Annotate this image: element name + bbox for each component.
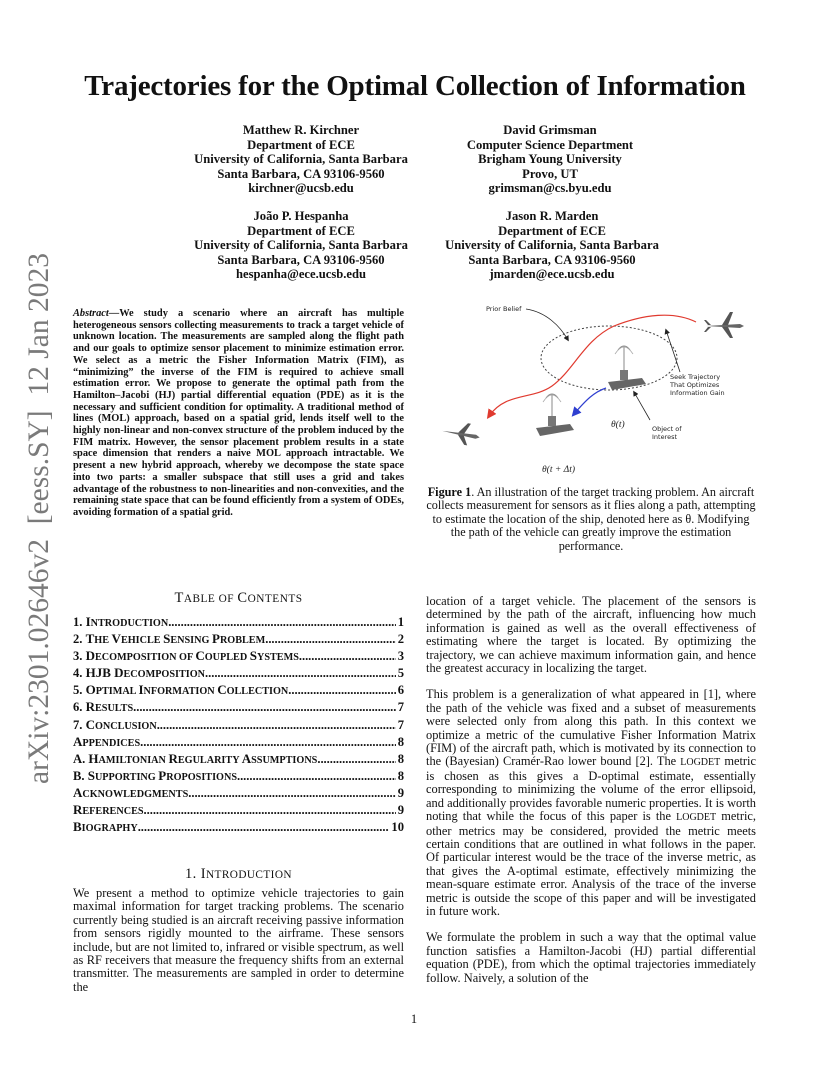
toc-entry-label: 1. INTRODUCTION [73,614,169,629]
toc-entry-label: A. HAMILTONIAN REGULARITY ASSUMPTIONS [73,750,318,766]
toc-entry[interactable] [73,699,404,716]
author-email: grimsman@cs.byu.edu [488,181,612,196]
toc-title: TABLE OF CONTENTS [174,590,303,606]
toc-entry-label: 6. RESULTS [73,699,134,715]
toc-leader-dots [299,649,396,664]
author-organization: University of California, Santa Barbara [194,238,408,253]
prior-belief-pointer [526,309,568,340]
author-organization: Brigham Young University [478,152,622,167]
toc-leader-dots [288,683,395,698]
theta-t-dt-label: θ(t + Δt) [542,465,576,475]
toc-page-number: 7 [397,700,404,715]
toc-entry-label: 2. THE VEHICLE SENSING PROBLEM [73,631,266,647]
author-name: Matthew R. Kirchner [242,123,360,137]
object-label-line1: Object of [652,425,682,433]
body-paragraph: We formulate the problem in such a way that the optimal value function satisfies a Hamilton-Jacobi (HJ) partial differential equation (PDE), from which the optimal trajectories immediately follow. Naively, a solution of the [426,930,756,985]
toc-page-number: 7 [397,717,404,732]
toc-entry-label: 7. CONCLUSION [73,716,157,732]
paper-title: Trajectories for the Optimal Collection of Information [84,70,746,102]
toc-entry-label: BIOGRAPHY [73,819,138,835]
author-department: Department of ECE [498,223,606,238]
author-address: Santa Barbara, CA 93106-9560 [217,252,385,267]
toc-entry[interactable] [73,682,404,699]
toc-leader-dots [133,700,396,715]
author-address: Santa Barbara, CA 93106-9560 [217,166,385,181]
toc-page-number: 6 [397,683,404,698]
toc-page-number: 1 [397,615,404,629]
author-organization: University of California, Santa Barbara [445,238,659,253]
toc-entry[interactable] [73,631,404,648]
caption-label: Figure 1 [427,485,472,499]
author-block [160,209,442,282]
object-pointer [634,392,650,420]
body-text-right [426,595,756,998]
toc-entry[interactable] [73,614,404,631]
body-paragraph: location of a target vehicle. The placement of the sensors is determined by the path of the aircraft, influencing how much information is gained as well as the overall effectiveness of estimating where the target is located. By optimizing the trajectory, we can achieve maximum information gain, and hence the greatest accuracy in localizing the target. [426,594,756,676]
toc-entry-label: REFERENCES [73,802,144,818]
toc-entry[interactable] [73,717,404,734]
author-department: Department of ECE [247,223,355,238]
ship-icon [608,346,646,390]
toc-leader-dots [205,666,396,681]
toc-entry-label: 3. DECOMPOSITION OF COUPLED SYSTEMS [73,648,299,664]
toc-leader-dots [188,786,395,801]
seek-pointer [666,330,680,372]
theta-t-label: θ(t) [611,420,625,430]
section-heading: 1. INTRODUCTION [185,866,292,882]
abstract-text: —We study a scenario where an aircraft has multiple heterogeneous sensors collecting measurements to track a target vehicle of unknown location. The measurements are sampled along the flight path and our goals to optimize sensor placement to minimize estimation error. We select as a metric the Fisher Information Matrix (FIM), as “minimizing” the inverse of the FIM is required to achieve small estimation error. We propose to generate the optimal path from the Hamilton–Jacobi (HJ) partial differential equation (PDE) as it is the necessary and sufficient condition for optimality. A traditional method of lines (MOL) approach, based on a spatial grid, lends itself well to the highly non-linear and non-convex structure of the problem induced by the FIM matrix. However, the sensor placement problem results in a state space dimension that renders a naive MOL approach intractable. We present a new hybrid approach, whereby we decompose the state space into two parts: a smaller subspace that still uses a grid and takes advantage of the robustness to non-linearities and non-convexities, and the remaining state space that can be found efficiently from a system of ODEs, avoiding formation of a spatial grid. [73,308,404,518]
author-department: Computer Science Department [466,137,634,152]
author-block [432,209,672,282]
toc-page-number: 8 [397,734,404,749]
toc-entry-label: 5. OPTIMAL INFORMATION COLLECTION [73,682,289,698]
toc-entry-label: APPENDICES [73,733,141,749]
author-email: jmarden@ece.ucsb.edu [489,267,615,282]
toc-entry[interactable] [73,768,404,785]
object-label-line2: Interest [652,433,678,441]
toc-page-number: 3 [397,649,404,664]
seek-label-line1: Seek Trajectory [670,373,721,381]
toc-entry-label: ACKNOWLEDGMENTS [73,784,189,800]
author-department: Department of ECE [247,137,355,152]
toc-entry[interactable] [73,665,404,682]
page-number: 1 [410,1012,418,1026]
drone-icon [441,419,482,447]
seek-label-line3: Information Gain [670,389,725,397]
toc-entry[interactable] [73,819,404,836]
toc-entry[interactable] [73,802,404,819]
author-name: João P. Hespanha [253,209,349,223]
toc-page-number: 2 [397,632,404,647]
toc-entry[interactable] [73,751,404,768]
seek-label-line2: That Optimizes [670,381,720,389]
toc-entry[interactable] [73,648,404,665]
arxiv-id-text: arXiv:2301.02646v2 [eess.SY] 12 Jan 2023 [23,253,55,784]
toc-leader-dots [168,615,396,630]
toc-entry[interactable] [73,785,404,802]
figure-caption [426,486,756,553]
author-block [445,123,655,196]
toc-entry-label: 4. HJB DECOMPOSITION [73,665,206,681]
author-address: Santa Barbara, CA 93106-9560 [468,252,636,267]
motion-arrow [574,388,606,414]
author-address: Provo, UT [522,166,578,181]
toc-entry-label: B. SUPPORTING PROPOSITIONS [73,767,237,783]
author-name: Jason R. Marden [505,209,599,223]
toc-page-number: 8 [397,768,404,783]
toc-leader-dots [317,752,395,767]
toc-leader-dots [140,735,396,750]
intro-paragraph: We present a method to optimize vehicle trajectories to gain maximal information for target tracking problems. The scenario currently being studied is an aircraft receiving passive information from sensors rigidly mounted to the airframe. These sensors include, but are not limited to, infrared or visible spectrum, as well as RF receivers that measure the frequency shifts from an external transmitter. The measurements are sampled in order to determine the [73,886,405,994]
author-block [181,123,421,196]
author-email: hespanha@ece.ucsb.edu [236,267,366,282]
toc-page-number: 8 [397,751,404,766]
toc-page-number: 5 [397,666,404,681]
ship-icon [536,394,574,436]
toc-leader-dots [144,803,396,818]
abstract [73,308,404,519]
toc-leader-dots [138,820,390,835]
author-name: David Grimsman [503,123,597,137]
author-email: kirchner@ucsb.edu [248,181,354,196]
author-organization: University of California, Santa Barbara [194,152,408,167]
figure-illustration [434,296,764,482]
prior-belief-label: Prior Belief [486,305,522,313]
table-of-contents [73,614,404,836]
toc-page-number: 9 [397,803,404,818]
trajectory-path [489,315,696,416]
drone-icon [704,312,744,338]
arxiv-identifier-stamp [4,250,64,810]
logdet-term: LOGDET [676,812,717,824]
body-paragraph: This problem is a generalization of what appeared in [1], where the path of the vehicle was fixed and a subset of measurements were selected only from along this path. In this context we optimize a metric of the cumulative Fisher Information Matrix (FIM) of the aircraft path, which is motivated by its connection to the (Bayesian) Cramér-Rao lower bound [2]. The LOGDET metric is chosen as this gives a D-optimal estimate, essentially corresponding to minimizing the volume of the error ellipsoid, and additionally provides favorable numeric properties. It is worth noting that while the focus of this paper is the LOGDET metric, other metrics may be considered, provided the metric meets certain conditions that are outlined in what follows in the paper. Of particular interest would be the trace of the inverse metric, as that gives the A-optimal estimate, effectively minimizing the mean-square estimate error. Analysis of the trace of the inverse metric is outside the scope of this paper and will be investigated in future work. [426,687,756,918]
toc-page-number: 9 [397,785,404,800]
toc-entry[interactable] [73,734,404,751]
abstract-label: Abstract [73,308,109,319]
toc-page-number: 10 [391,820,404,835]
prior-belief-ellipse [541,326,677,390]
body-text-left [73,887,404,1007]
toc-leader-dots [237,769,396,784]
toc-leader-dots [265,632,395,647]
toc-leader-dots [157,718,396,733]
logdet-term: LOGDET [680,757,721,769]
caption-text: . An illustration of the target tracking problem. An aircraft collects measurement for sensors as it flies along a path, attempting to estimate the location of the ship, denoted here as θ. Modifying the path of the vehicle can greatly improve the estimation performance. [426,485,756,553]
